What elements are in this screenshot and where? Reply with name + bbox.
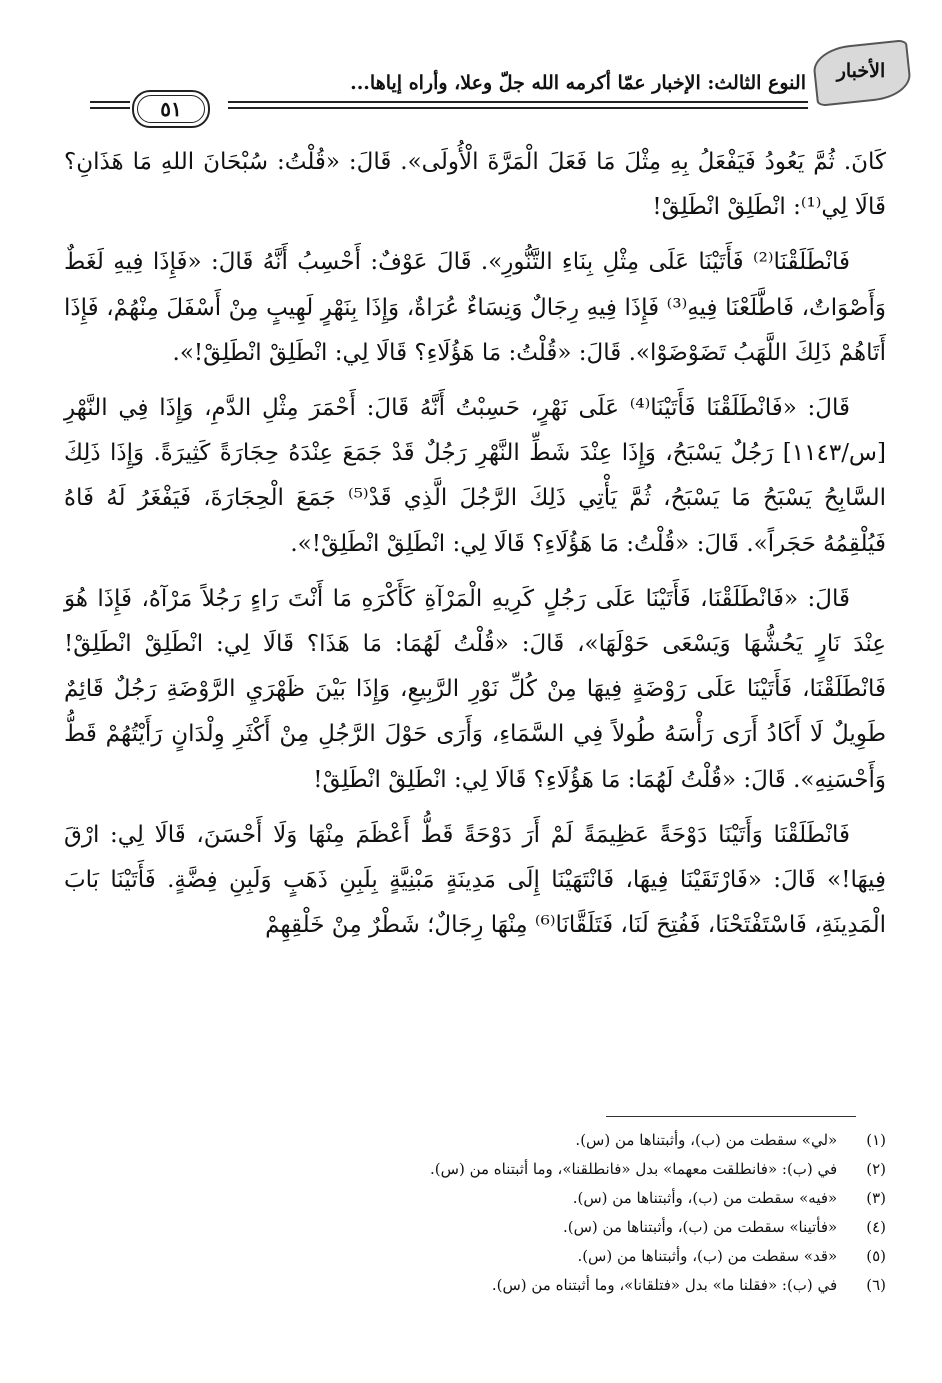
paragraph-2: فَانْطَلَقْنَا⁽²⁾ فَأَتَيْنَا عَلَى مِثْلِ بِنَاءِ التَّنُّورِ». قَالَ عَوْفٌ: أَحْسِبُ أَنَّهُ قَالَ: «فَإِذَا فِيهِ لَغَطٌ وَأَصْوَاتٌ، فَاطَّلَعْنَا فِيهِ⁽³⁾ فَإِذَا فِيهِ رِجَالٌ وَنِسَاءٌ عُرَاةٌ، وَإِذَا بِنَهْرٍ لَهِيبٍ مِنْ أَسْفَلَ مِنْهُمْ، فَإِذَا أَتَاهُمْ ذَلِكَ اللَّهَبُ تَضَوْضَوْا». قَالَ: «قُلْتُ: مَا هَؤُلَاءِ؟ قَالَا لِي: انْطَلِقْ انْطَلِقْ!». [64,249,886,366]
footnote-text: «فيه» سقطت من (ب)، وأثبتناها من (س). [572,1189,838,1207]
footnote-number: (٢) [866,1160,886,1178]
footnote-number: (٥) [866,1247,886,1265]
footnote-text: «قد» سقطت من (ب)، وأثبتناها من (س). [577,1247,838,1265]
footnote [180,1213,886,1242]
footnote-text: في (ب): «فقلنا ما» بدل «فتلقانا»، وما أثبتناه من (س). [491,1276,838,1294]
footnote [180,1242,886,1271]
footnotes [180,1126,886,1300]
footnote [180,1155,886,1184]
page-header [110,38,910,128]
header-rule-right [228,101,808,103]
footnote-number: (٣) [866,1189,886,1207]
footnote-text: «لي» سقطت من (ب)، وأثبتناها من (س). [575,1131,838,1149]
footnote-separator [606,1116,856,1117]
chapter-badge-label: الأخبار [836,60,886,82]
page-number: ٥١ [160,97,182,121]
header-rule-left-2 [90,107,130,109]
running-title: النوع الثالث: الإخبار عمّا أكرمه الله جلّ وعلا، وأراه إياها... [350,72,806,94]
footnote-number: (٤) [866,1218,886,1236]
page-number-frame [132,90,210,128]
footnote-number: (٦) [866,1276,886,1294]
footnote-number: (١) [866,1131,886,1149]
header-rule-right-2 [228,107,808,109]
paragraph-5: فَانْطَلَقْنَا وَأَتَيْنَا دَوْحَةً عَظِيمَةً لَمْ أَرَ دَوْحَةً قَطُّ أَعْظَمَ مِنْهَا وَلَا أَحْسَنَ، قَالَا لِي: ارْقَ فِيهَا!» قَالَ: «فَارْتَقَيْنَا فِيهَا، فَانْتَهَيْنَا إِلَى مَدِينَةٍ مَبْنِيَّةٍ بِلَبِنِ ذَهَبٍ وَلَبِنِ فِضَّةٍ. فَأَتَيْنَا بَابَ الْمَدِينَةِ، فَاسْتَفْتَحْنَا، فَفُتِحَ لَنَا، فَتَلَقَّانَا⁽⁶⁾ مِنْهَا رِجَالٌ؛ شَطْرٌ مِنْ خَلْقِهِمْ [64,821,886,939]
header-rule-left [90,101,130,103]
footnote-text: في (ب): «فانطلقت معهما» بدل «فانطلقنا»، وما أثبتناه من (س). [430,1160,838,1178]
main-text [64,140,886,958]
paragraph-1: كَانَ. ثُمَّ يَعُودُ فَيَفْعَلُ بِهِ مِثْلَ مَا فَعَلَ الْمَرَّةَ الْأُولَى». قَالَ: «قُلْتُ: سُبْحَانَ اللهِ مَا هَذَانِ؟ قَالَا لِي⁽¹⁾: انْطَلِقْ انْطَلِقْ! [64,149,886,221]
footnote-text: «فأتينا» سقطت من (ب)، وأثبتناها من (س). [562,1218,838,1236]
footnote [180,1184,886,1213]
paragraph-3: قَالَ: «فَانْطَلَقْنَا فَأَتَيْنَا⁽⁴⁾ عَلَى نَهْرٍ، حَسِبْتُ أَنَّهُ قَالَ: أَحْمَرَ مِثْلِ الدَّمِ، وَإِذَا فِي النَّهْرِ [س/١١٤٣] رَجُلٌ يَسْبَحُ، وَإِذَا عِنْدَ شَطِّ النَّهْرِ رَجُلٌ قَدْ جَمَعَ عِنْدَهُ حِجَارَةً كَثِيرَةً. وَإِذَا ذَلِكَ السَّابِحُ يَسْبَحُ مَا يَسْبَحُ، ثُمَّ يَأْتِي ذَلِكَ الرَّجُلَ الَّذِي قَدْ⁽⁵⁾ جَمَعَ الْحِجَارَةَ، فَيَفْغَرُ لَهُ فَاهُ فَيُلْقِمُهُ حَجَراً». قَالَ: «قُلْتُ: مَا هَؤُلَاءِ؟ قَالَا لِي: انْطَلِقْ انْطَلِقْ!». [64,395,887,557]
footnote [180,1126,886,1155]
footnote [180,1271,886,1300]
paragraph-4: قَالَ: «فَانْطَلَقْنَا، فَأَتَيْنَا عَلَى رَجُلٍ كَرِيهِ الْمَرْآةِ كَأَكْرَهِ مَا أَنْتَ رَاءٍ رَجُلاً مَرْآهُ، فَإِذَا هُوَ عِنْدَ نَارٍ يَحُشُّهَا وَيَسْعَى حَوْلَهَا»، قَالَ: «قُلْتُ لَهُمَا: مَا هَذَا؟ قَالَا لِي: انْطَلِقْ انْطَلِقْ! فَانْطَلَقْنَا، فَأَتَيْنَا عَلَى رَوْضَةٍ فِيهَا مِنْ كُلِّ نَوْرِ الرَّبِيعِ، وَإِذَا بَيْنَ ظَهْرَيِ الرَّوْضَةِ رَجُلٌ قَائِمٌ طَوِيلٌ لَا أَكَادُ أَرَى رَأْسَهُ طُولاً فِي السَّمَاءِ، وَأَرَى حَوْلَ الرَّجُلِ مِنْ أَكْثَرِ وِلْدَانٍ رَأَيْتُهُمْ قَطُّ وَأَحْسَنِهِ». قَالَ: «قُلْتُ لَهُمَا: مَا هَؤُلَاءِ؟ قَالَا لِي: انْطَلِقْ انْطَلِقْ! [64,585,887,793]
